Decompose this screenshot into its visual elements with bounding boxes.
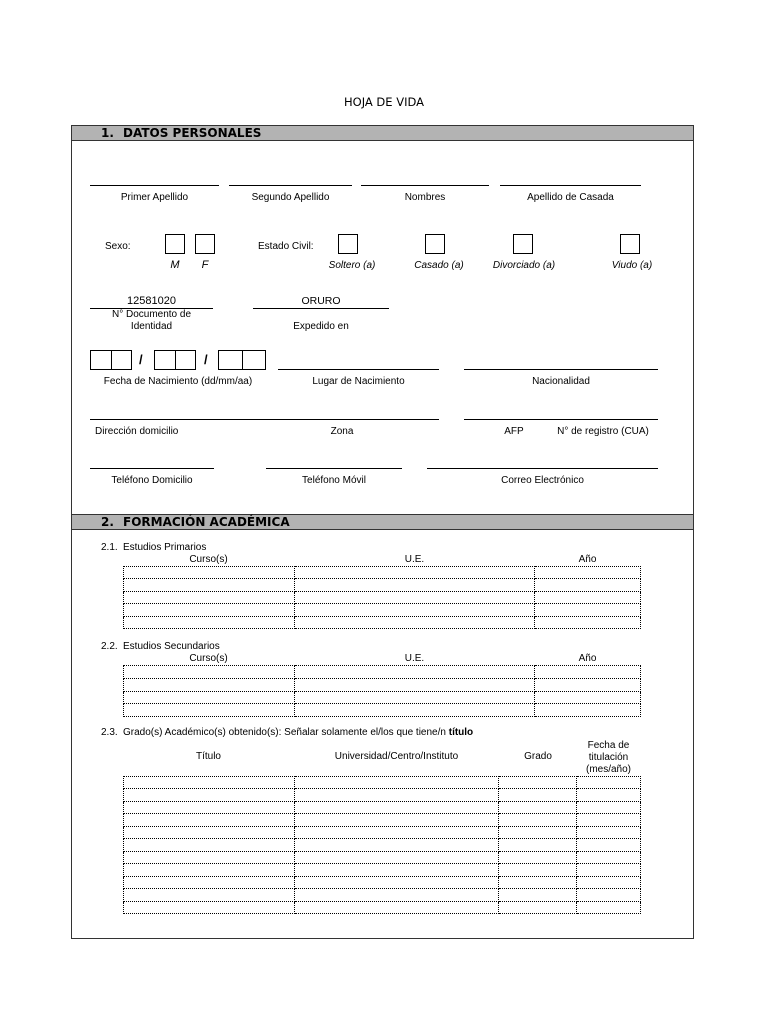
afp-field[interactable] xyxy=(464,419,658,420)
table-row xyxy=(124,579,641,591)
table-row xyxy=(124,591,641,603)
zona-label: Zona xyxy=(330,426,354,437)
table-row xyxy=(124,666,641,679)
secundarios-number: 2.2. xyxy=(101,641,118,652)
table-row xyxy=(124,889,641,901)
secundarios-header-anio: Año xyxy=(578,653,597,664)
divorciado-checkbox[interactable] xyxy=(513,234,533,254)
table-row xyxy=(124,864,641,876)
table-row xyxy=(124,826,641,838)
table-row xyxy=(124,777,641,789)
nombres-label: Nombres xyxy=(404,192,446,203)
viudo-label: Viudo (a) xyxy=(611,260,653,271)
table-row xyxy=(124,876,641,888)
lugar-nacimiento-label: Lugar de Nacimiento xyxy=(312,376,405,387)
section-header-datos-personales xyxy=(71,125,694,141)
secundarios-title: Estudios Secundarios xyxy=(123,641,220,652)
viudo-checkbox[interactable] xyxy=(620,234,640,254)
document-title: HOJA DE VIDA xyxy=(344,95,424,109)
nombres-field[interactable] xyxy=(361,185,489,186)
section-title: FORMACIÓN ACADÉMICA xyxy=(123,515,290,529)
direccion-field[interactable] xyxy=(90,419,439,420)
grado-number: 2.3. xyxy=(101,727,118,738)
telefono-domicilio-field[interactable] xyxy=(90,468,214,469)
table-row xyxy=(124,604,641,616)
section-header-formacion-academica xyxy=(71,514,694,530)
date-separator: / xyxy=(204,352,208,367)
direccion-label: Dirección domicilio xyxy=(95,426,179,437)
primarios-table[interactable] xyxy=(123,566,641,629)
telefono-movil-label: Teléfono Móvil xyxy=(302,475,366,486)
telefono-movil-field[interactable] xyxy=(266,468,402,469)
expedido-field[interactable] xyxy=(253,308,389,309)
table-row xyxy=(124,678,641,691)
nacionalidad-label: Nacionalidad xyxy=(532,376,590,387)
table-row xyxy=(124,567,641,579)
grado-header-universidad: Universidad/Centro/Instituto xyxy=(334,751,459,762)
soltero-checkbox[interactable] xyxy=(338,234,358,254)
grado-title xyxy=(123,727,473,738)
primer-apellido-label: Primer Apellido xyxy=(120,192,189,203)
soltero-label: Soltero (a) xyxy=(328,260,376,271)
apellido-casada-field[interactable] xyxy=(500,185,641,186)
birth-year-boxes[interactable] xyxy=(218,350,266,370)
section-number: 2. xyxy=(101,515,114,529)
section-number: 1. xyxy=(101,126,114,140)
table-row xyxy=(124,901,641,913)
secundarios-table[interactable] xyxy=(123,665,641,717)
fecha-nacimiento-label: Fecha de Nacimiento (dd/mm/aa) xyxy=(103,376,253,387)
secundarios-header-ue: U.E. xyxy=(404,653,425,664)
sexo-label: Sexo: xyxy=(105,241,131,252)
birth-month-boxes[interactable] xyxy=(154,350,196,370)
correo-label: Correo Electrónico xyxy=(501,475,584,486)
birth-day-boxes[interactable] xyxy=(90,350,132,370)
primarios-number: 2.1. xyxy=(101,542,118,553)
nacionalidad-field[interactable] xyxy=(464,369,658,370)
table-row xyxy=(124,704,641,717)
casado-label: Casado (a) xyxy=(414,260,464,271)
grado-table[interactable] xyxy=(123,776,641,914)
grado-header-fecha-line2: titulación xyxy=(588,752,629,763)
table-row xyxy=(124,691,641,704)
sexo-f-checkbox[interactable] xyxy=(195,234,215,254)
grado-header-fecha-line3: (mes/año) xyxy=(585,764,631,775)
expedido-value[interactable]: ORURO xyxy=(301,295,341,307)
table-row xyxy=(124,616,641,628)
documento-label-line1: N° Documento de xyxy=(111,309,192,320)
table-row xyxy=(124,851,641,863)
primarios-header-ue: U.E. xyxy=(404,554,425,565)
correo-field[interactable] xyxy=(427,468,658,469)
grado-header-fecha-line1: Fecha de xyxy=(587,740,630,751)
afp-label: AFP xyxy=(504,426,524,437)
documento-value[interactable]: 12581020 xyxy=(127,295,176,307)
primarios-header-curso: Curso(s) xyxy=(189,554,228,565)
apellido-casada-label: Apellido de Casada xyxy=(527,192,614,203)
date-separator: / xyxy=(139,352,143,367)
primer-apellido-field[interactable] xyxy=(90,185,219,186)
documento-label-line2: Identidad xyxy=(130,321,173,332)
table-row xyxy=(124,839,641,851)
grado-header-grado: Grado xyxy=(524,751,552,762)
sexo-m-checkbox[interactable] xyxy=(165,234,185,254)
lugar-nacimiento-field[interactable] xyxy=(278,369,439,370)
grado-title-bold: título xyxy=(448,727,474,738)
primarios-title: Estudios Primarios xyxy=(123,542,207,553)
telefono-domicilio-label: Teléfono Domicilio xyxy=(111,475,193,486)
sexo-m-label: M xyxy=(170,259,180,271)
segundo-apellido-field[interactable] xyxy=(229,185,352,186)
estado-civil-label: Estado Civil: xyxy=(258,241,314,252)
sexo-f-label: F xyxy=(201,259,209,271)
registro-cua-label: N° de registro (CUA) xyxy=(557,426,649,437)
table-row xyxy=(124,801,641,813)
section-title: DATOS PERSONALES xyxy=(123,126,262,140)
primarios-header-anio: Año xyxy=(578,554,597,565)
casado-checkbox[interactable] xyxy=(425,234,445,254)
expedido-label: Expedido en xyxy=(293,321,349,332)
grado-header-titulo: Título xyxy=(195,751,221,762)
grado-title-text: Grado(s) Académico(s) obtenido(s): Señalar solamente el/los que tiene/n xyxy=(123,727,449,738)
secundarios-header-curso: Curso(s) xyxy=(189,653,228,664)
table-row xyxy=(124,814,641,826)
segundo-apellido-label: Segundo Apellido xyxy=(251,192,330,203)
table-row xyxy=(124,789,641,801)
divorciado-label: Divorciado (a) xyxy=(492,260,556,271)
